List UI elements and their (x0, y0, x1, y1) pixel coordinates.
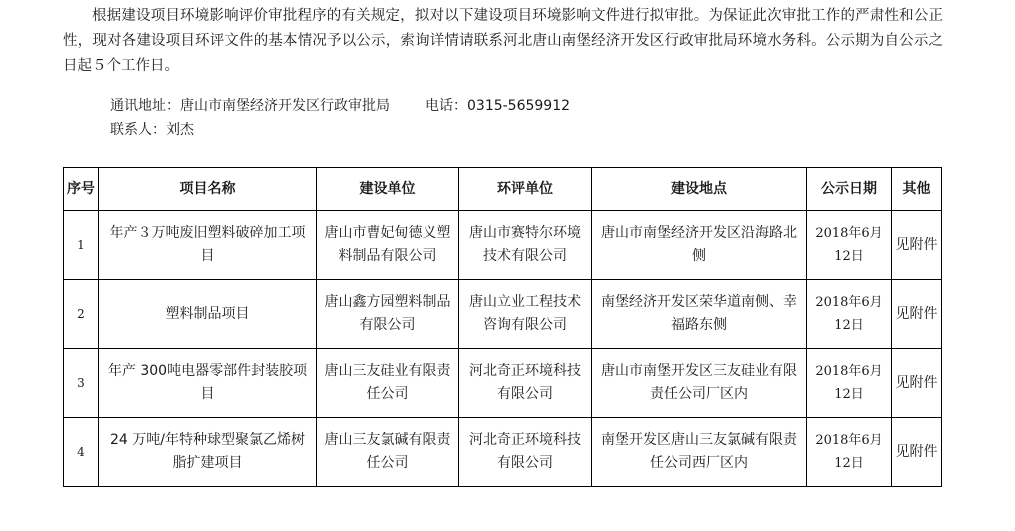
header-no: 序号 (64, 168, 99, 211)
cell-other: 见附件 (892, 418, 942, 487)
cell-location: 南堡开发区唐山三友氯碱有限责任公司西厂区内 (592, 418, 807, 487)
table-row (64, 349, 942, 418)
cell-project: 年产 300吨电器零部件封装胶项目 (99, 349, 317, 418)
cell-location: 唐山市南堡开发区三友硅业有限责任公司厂区内 (592, 349, 807, 418)
header-other: 其他 (892, 168, 942, 211)
cell-date: 2018年6月12日 (807, 349, 892, 418)
cell-date: 2018年6月12日 (807, 211, 892, 280)
cell-assessor: 唐山市赛特尔环境技术有限公司 (459, 211, 592, 280)
cell-location: 南堡经济开发区荣华道南侧、幸福路东侧 (592, 280, 807, 349)
cell-no: 3 (64, 349, 99, 418)
contact-address: 通讯地址：唐山市南堡经济开发区行政审批局 (110, 98, 390, 114)
cell-no: 2 (64, 280, 99, 349)
cell-no: 1 (64, 211, 99, 280)
cell-builder: 唐山三友氯碱有限责任公司 (317, 418, 459, 487)
cell-builder: 唐山三友硅业有限责任公司 (317, 349, 459, 418)
header-location: 建设地点 (592, 168, 807, 211)
cell-assessor: 唐山立业工程技术咨询有限公司 (459, 280, 592, 349)
table-header-row (64, 168, 942, 211)
cell-date: 2018年6月12日 (807, 418, 892, 487)
cell-no: 4 (64, 418, 99, 487)
cell-project: 年产３万吨废旧塑料破碎加工项目 (99, 211, 317, 280)
cell-assessor: 河北奇正环境科技有限公司 (459, 349, 592, 418)
cell-date: 2018年6月12日 (807, 280, 892, 349)
intro-paragraph: 根据建设项目环境影响评价审批程序的有关规定，拟对以下建设项目环境影响文件进行拟审批。为保证此次审批工作的严肃性和公正性，现对各建设项目环评文件的基本情况予以公示，索询详情请联系河北唐山南堡经济开发区行政审批局环境水务科。公示期为自公示之日起５个工作日。 (63, 8, 943, 74)
cell-other: 见附件 (892, 211, 942, 280)
header-project: 项目名称 (99, 168, 317, 211)
cell-other: 见附件 (892, 349, 942, 418)
contact-phone: 电话：0315-5659912 (425, 98, 571, 114)
cell-project: 塑料制品项目 (99, 280, 317, 349)
header-builder: 建设单位 (317, 168, 459, 211)
cell-other: 见附件 (892, 280, 942, 349)
header-assessor: 环评单位 (459, 168, 592, 211)
cell-assessor: 河北奇正环境科技有限公司 (459, 418, 592, 487)
project-table (63, 167, 942, 487)
header-date: 公示日期 (807, 168, 892, 211)
table-row (64, 280, 942, 349)
cell-location: 唐山市南堡经济开发区沿海路北侧 (592, 211, 807, 280)
cell-project: 24 万吨/年特种球型聚氯乙烯树脂扩建项目 (99, 418, 317, 487)
cell-builder: 唐山市曹妃甸德义塑料制品有限公司 (317, 211, 459, 280)
table-row (64, 211, 942, 280)
contact-person: 联系人：刘杰 (110, 122, 194, 138)
contact-line-address (110, 96, 570, 116)
table-row (64, 418, 942, 487)
cell-builder: 唐山鑫方园塑料制品有限公司 (317, 280, 459, 349)
